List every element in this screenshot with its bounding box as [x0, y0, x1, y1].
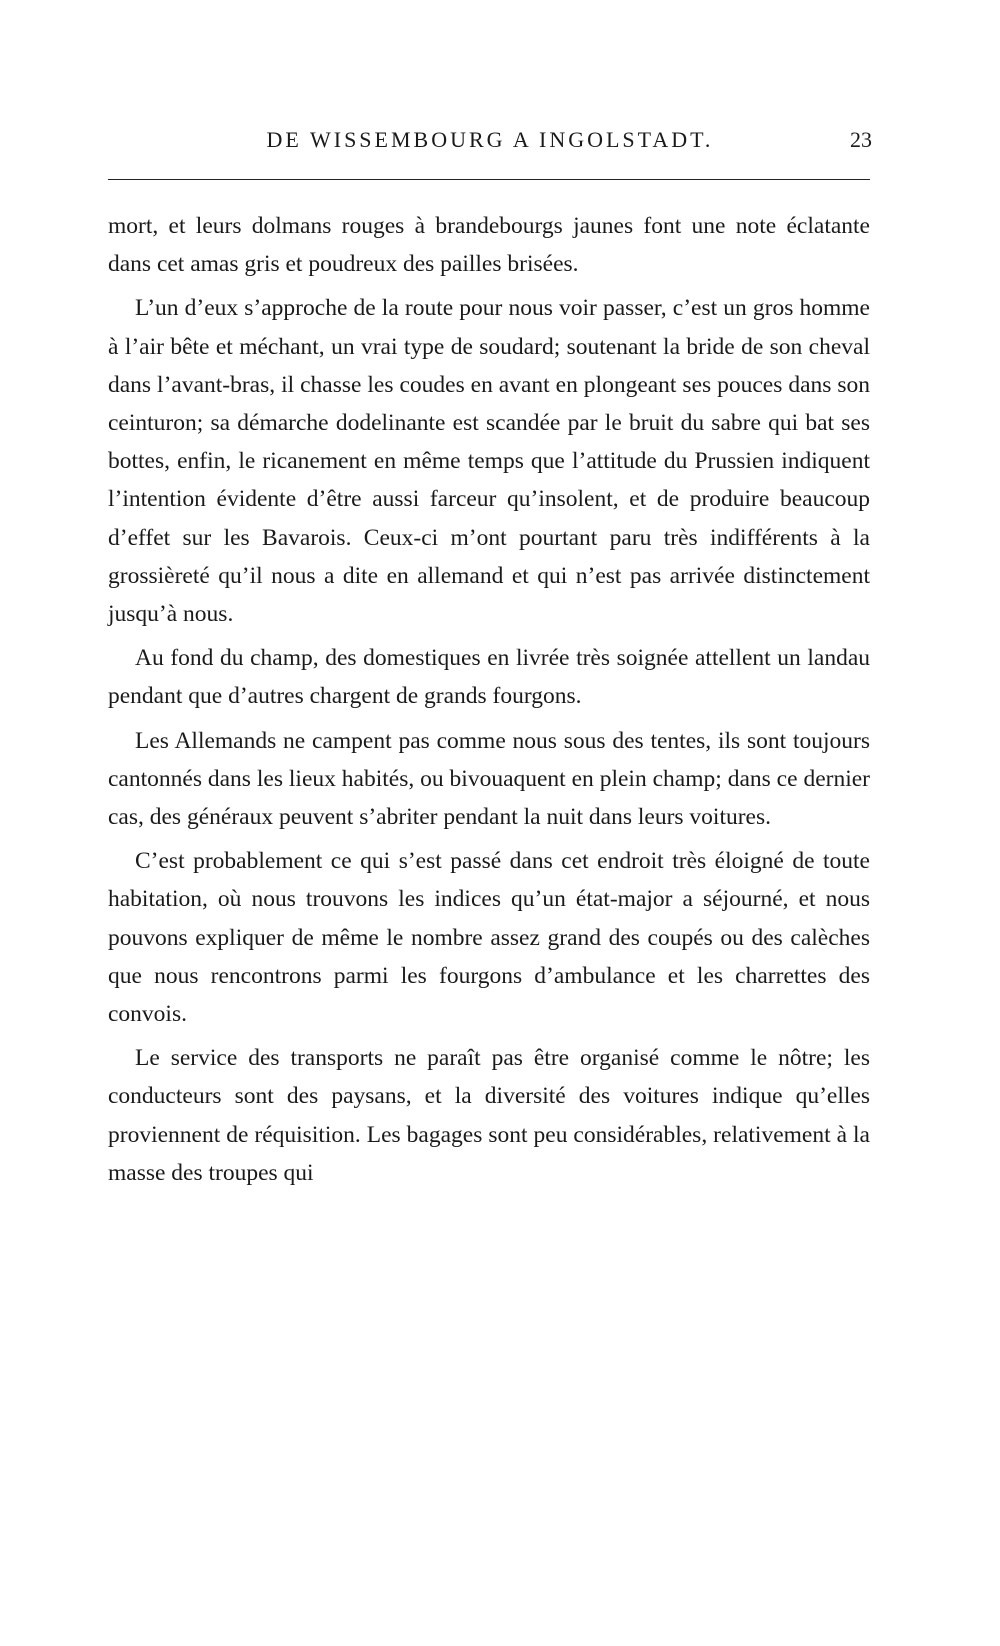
running-title: DE WISSEMBOURG A INGOLSTADT. — [266, 127, 714, 152]
paragraph-4: Les Allemands ne campent pas comme nous sous des tentes, ils sont toujours cantonnés dans les lieux habités, ou bivouaquent en plein champ; dans ce dernier cas, des généraux peuvent s’abriter pendant la nuit dans leurs voitures. — [108, 727, 870, 831]
body-text — [108, 207, 870, 1198]
paragraph-3: Au fond du champ, des domestiques en livrée très soignée attellent un landau pendant que d’autres chargent de grands fourgons. — [108, 645, 870, 710]
paragraph-6: Le service des transports ne paraît pas être organisé comme le nôtre; les conducteurs sont des paysans, et la diversité des voitures indique qu’elles proviennent de réquisition. Les bagages sont peu considérables, relativement à la masse des troupes qui — [108, 1045, 870, 1186]
paragraph-1: mort, et leurs dolmans rouges à brandebourgs jaunes font une note éclatante dans cet amas gris et poudreux des pailles brisées. — [108, 213, 870, 278]
paragraph-5: C’est probablement ce qui s’est passé dans cet endroit très éloigné de toute habitation, où nous trouvons les indices qu’un état-major a séjourné, et nous pouvons expliquer de même le nombre assez grand des coupés ou des calèches que nous rencontrons parmi les fourgons d’ambulance et les charrettes des convois. — [108, 848, 870, 1028]
header-rule — [108, 179, 870, 180]
page-number: 23 — [850, 127, 872, 152]
paragraph-2: L’un d’eux s’approche de la route pour nous voir passer, c’est un gros homme à l’air bête et méchant, un vrai type de soudard; soutenant la bride de son cheval dans l’avant-bras, il chasse les coudes en avant en plongeant ses pouces dans son ceinturon; sa démarche dodelinante est scandée par le bruit du sabre qui bat ses bottes, enfin, le ricanement en même temps que l’attitude du Prussien indiquent l’intention évidente d’être aussi farceur qu’insolent, et de produire beaucoup d’effet sur les Bavarois. Ceux-ci m’ont pourtant paru très indifférents à la grossièreté qu’il nous a dite en allemand et qui n’est pas arrivée distinctement jusqu’à nous. — [108, 295, 870, 628]
page-header — [110, 124, 870, 156]
